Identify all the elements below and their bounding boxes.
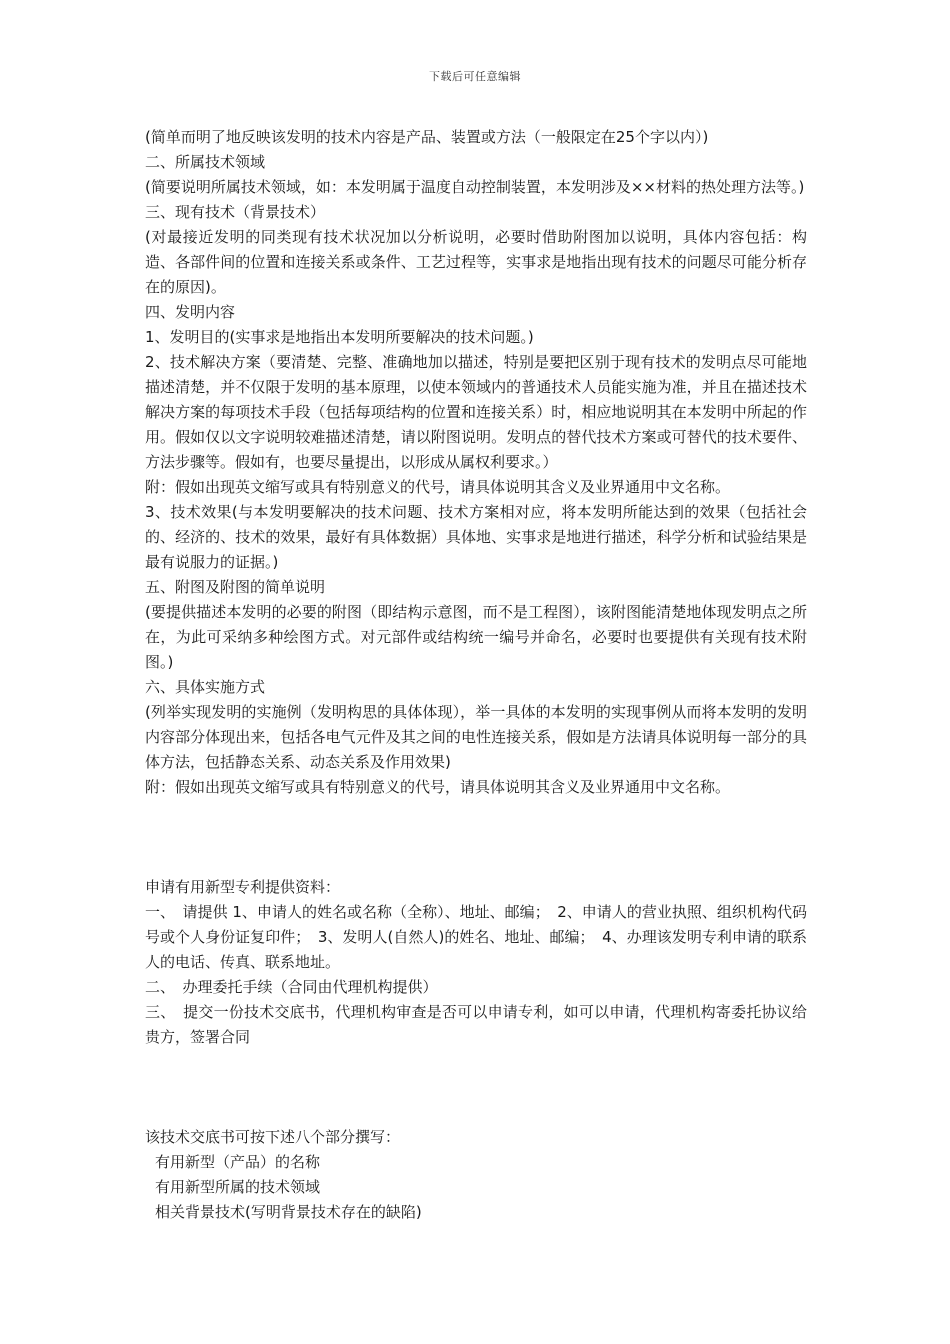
section-heading: 二、所属技术领域 xyxy=(145,153,266,171)
section-heading: 五、附图及附图的简单说明 xyxy=(145,578,326,596)
section-title: 申请有用新型专利提供资料： xyxy=(145,878,341,896)
list-item: 相关背景技术(写明背景技术存在的缺陷) xyxy=(155,1203,422,1221)
list-item: 二、 办理委托手续（合同由代理机构提供） xyxy=(145,978,438,996)
list-item: 一、 请提供 1、申请人的姓名或名称（全称）、地址、邮编； 2、申请人的营业执照、组织机构代码号或个人身份证复印件； 3、发明人(自然人)的姓名、地址、邮编； 4、办理该发明专利申请的联系人的电话、传真、联系地址。 xyxy=(145,903,807,971)
paragraph: (要提供描述本发明的必要的附图（即结构示意图，而不是工程图），该附图能清楚地体现发明点之所在，为此可采纳多种绘图方式。对元部件或结构统一编号并命名，必要时也要提供有关现有技术附图。) xyxy=(145,603,807,671)
paragraph: (列举实现发明的实施例（发明构思的具体体现），举一具体的本发明的实现事例从而将本发明的发明内容部分体现出来，包括各电气元件及其之间的电性连接关系，假如是方法请具体说明每一部分的具体方法，包括静态关系、动态关系及作用效果) xyxy=(145,703,807,771)
paragraph: 1、发明目的(实事求是地指出本发明所要解决的技术问题。) xyxy=(145,328,534,346)
section-heading: 四、发明内容 xyxy=(145,303,236,321)
paragraph: 2、技术解决方案（要清楚、完整、准确地加以描述，特别是要把区别于现有技术的发明点尽可能地描述清楚，并不仅限于发明的基本原理，以使本领域内的普通技术人员能实施为准，并且在描述技术解决方案的每项技术手段（包括每项结构的位置和连接关系）时，相应地说明其在本发明中所起的作用。假如仅以文字说明较难描述清楚，请以附图说明。发明点的替代技术方案或可替代的技术要件、方法步骤等。假如有，也要尽量提出，以形成从属权利要求。） xyxy=(145,353,807,471)
blank-space xyxy=(145,1050,807,1125)
note-paragraph: 附：假如出现英文缩写或具有特别意义的代号，请具体说明其含义及业界通用中文名称。 xyxy=(145,778,731,796)
list-item: 三、 提交一份技术交底书，代理机构审查是否可以申请专利，如可以申请，代理机构寄委托协议给贵方，签署合同 xyxy=(145,1003,807,1046)
document-body xyxy=(145,125,807,1225)
paragraph: (对最接近发明的同类现有技术状况加以分析说明，必要时借助附图加以说明，具体内容包括：构造、各部件间的位置和连接关系或条件、工艺过程等，实事求是地指出现有技术的问题尽可能分析存在的原因)。 xyxy=(145,228,807,296)
list-item: 有用新型（产品）的名称 xyxy=(155,1153,321,1171)
section-title: 该技术交底书可按下述八个部分撰写： xyxy=(145,1128,401,1146)
paragraph: 3、技术效果(与本发明要解决的技术问题、技术方案相对应，将本发明所能达到的效果（包括社会的、经济的、技术的效果，最好有具体数据）具体地、实事求是地进行描述，科学分析和试验结果是最有说服力的证据。) xyxy=(145,503,807,571)
paragraph: (简单而明了地反映该发明的技术内容是产品、装置或方法（一般限定在25个字以内）) xyxy=(145,128,709,146)
list-item: 有用新型所属的技术领域 xyxy=(155,1178,321,1196)
section-heading: 六、具体实施方式 xyxy=(145,678,266,696)
note-paragraph: 附：假如出现英文缩写或具有特别意义的代号，请具体说明其含义及业界通用中文名称。 xyxy=(145,478,731,496)
blank-space xyxy=(145,800,807,875)
paragraph: (简要说明所属技术领域，如：本发明属于温度自动控制装置，本发明涉及××材料的热处理方法等。) xyxy=(145,178,805,196)
page-header: 下载后可任意编辑 xyxy=(429,70,521,83)
section-heading: 三、现有技术（背景技术） xyxy=(145,203,326,221)
